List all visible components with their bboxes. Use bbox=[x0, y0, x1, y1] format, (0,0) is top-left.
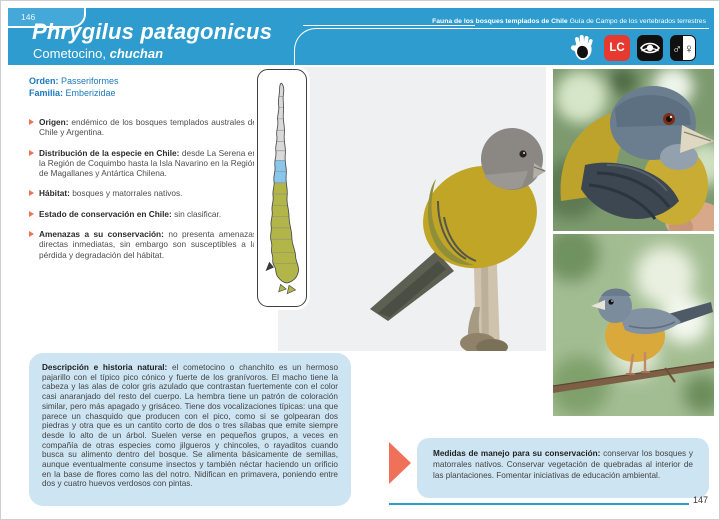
chile-range-map bbox=[257, 69, 307, 307]
bullet-triangle-icon bbox=[29, 231, 34, 237]
fact-text: sin clasificar. bbox=[171, 208, 222, 219]
fact-label: Distribución de la especie en Chile: bbox=[39, 147, 180, 158]
taxonomy-block bbox=[29, 75, 257, 99]
description-label: Descripción e historia natural: bbox=[42, 363, 168, 372]
management-box bbox=[417, 438, 709, 498]
fact-label: Estado de conservación en Chile: bbox=[39, 208, 172, 219]
series-title bbox=[432, 18, 706, 25]
fact-conservation-status bbox=[29, 209, 257, 219]
local-name: chuchan bbox=[109, 46, 164, 61]
eye-glyph bbox=[639, 37, 661, 59]
order-label: Orden: bbox=[29, 76, 59, 86]
fact-habitat bbox=[29, 188, 257, 198]
fact-text: bosques y matorrales nativos. bbox=[69, 188, 183, 199]
family-value: Emberizidae bbox=[63, 88, 116, 98]
female-symbol: ♀ bbox=[683, 36, 695, 60]
main-bird-photo bbox=[278, 67, 546, 351]
description-text: el cometocino o chanchito es un hermoso pajarillo con el típico pico cónico y fuerte de los granívoros. El macho tiene la cabeza y las alas de color gris azulado que contrastan fuertemente con el color casi anaranjado del resto del cuerpo. La hembra tiene un patrón de coloración similar, pero más apagado y grisáceo. Tiene dos vocalizaciones típicas: una que parece un chasquido que producen con el pico, como si se golpearan dos piedras y otra que es un cantito corto de dos o tres sílabas que emite siempre desde lo alto de un árbol. Suelen verse en pequeños grupos, a veces en compañía de otras especies como jilgueros y chincoles, o rayaditos cuando busca su alimento dentro del bosque. Se alimenta básicamente de semillas, aunque eventualmente consume insectos y también néctar haciendo un orificio en la base de flores como las del notro. Nidifican en primavera, poniendo entre dos y cuatro huevos verdosos con pintas. bbox=[42, 363, 338, 489]
bird-on-branch-photo bbox=[553, 234, 714, 416]
family-row bbox=[29, 87, 257, 99]
order-row bbox=[29, 75, 257, 87]
series-subtitle: Guía de Campo de los vertebrados terrestres bbox=[567, 18, 706, 25]
bullet-triangle-icon bbox=[29, 150, 34, 156]
fact-threats bbox=[29, 229, 257, 260]
fact-origin bbox=[29, 117, 257, 138]
bird-in-hand-photo bbox=[553, 69, 714, 231]
species-title: Phrygilus patagonicus bbox=[32, 19, 273, 44]
description-box bbox=[29, 353, 351, 506]
fact-label: Amenazas a su conservación: bbox=[39, 229, 164, 240]
arrow-right-icon bbox=[389, 442, 411, 484]
chile-map-illustration bbox=[258, 70, 305, 305]
order-value: Passeriformes bbox=[58, 76, 119, 86]
left-page-number: 146 bbox=[21, 12, 36, 22]
lc-badge bbox=[604, 35, 630, 61]
bird-on-branch-illustration bbox=[553, 234, 714, 416]
fact-text: no presenta amenazas directas inmediatas, sin embargo son susceptibles a la pérdida y degradación del hábitat. bbox=[39, 229, 258, 260]
management-text: conservar los bosques y matorrales nativos. Conservar vegetación de quebradas al interior de las plantaciones. Fomentar iniciativas de educación ambiental. bbox=[433, 449, 694, 480]
badge-row bbox=[567, 33, 696, 63]
footer-rule bbox=[389, 503, 689, 505]
fact-distribution bbox=[29, 148, 257, 179]
species-facts-column bbox=[29, 75, 257, 270]
male-symbol: ♂ bbox=[671, 36, 683, 60]
eye-icon bbox=[637, 35, 663, 61]
family-label: Familia: bbox=[29, 88, 64, 98]
male-female-icon bbox=[670, 35, 696, 61]
right-page-number: 147 bbox=[693, 495, 709, 505]
series-title-bold: Fauna de los bosques templados de Chile bbox=[432, 18, 568, 25]
main-bird-illustration bbox=[278, 67, 546, 351]
bullet-triangle-icon bbox=[29, 190, 34, 196]
bullet-triangle-icon bbox=[29, 211, 34, 217]
series-divider-line bbox=[303, 25, 475, 26]
fact-label: Hábitat: bbox=[39, 188, 70, 199]
common-name: Cometocino, bbox=[33, 46, 110, 61]
conservation-status-code: LC bbox=[609, 42, 625, 54]
bullet-triangle-icon bbox=[29, 119, 34, 125]
management-label: Medidas de manejo para su conservación: bbox=[433, 449, 601, 458]
fact-text: desde La Serena en la Región de Coquimbo hasta la Isla Navarino en la Región de Magallanes y Antártica Chilena. bbox=[39, 147, 257, 179]
species-common-names bbox=[33, 46, 163, 61]
bird-in-hand-illustration bbox=[553, 69, 714, 231]
fact-label: Origen: bbox=[39, 117, 69, 127]
hand-icon bbox=[567, 33, 597, 63]
fact-text: endémico de los bosques templados australes de Chile y Argentina. bbox=[39, 117, 257, 138]
